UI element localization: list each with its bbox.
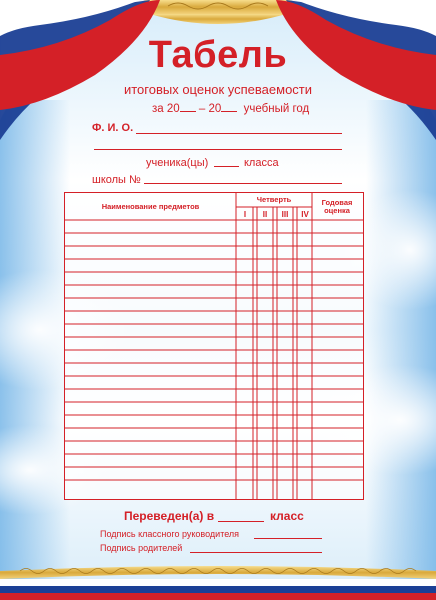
fio-field-line-2[interactable]	[94, 149, 342, 150]
transfer-class-blank[interactable]	[218, 521, 264, 522]
year-end-blank[interactable]	[221, 111, 237, 112]
grades-table	[64, 192, 364, 500]
subtitle: итоговых оценок успеваемости	[123, 82, 313, 97]
bottom-ornament-band	[0, 565, 436, 600]
class-label: класса	[244, 157, 279, 169]
quarter-column-header: Четверть	[256, 195, 292, 204]
school-label: школы №	[92, 174, 141, 186]
grades-grid	[65, 193, 363, 499]
subject-column-header: Наименование предметов	[101, 202, 200, 211]
year-prefix: за 20	[152, 103, 180, 115]
quarter-3-header: III	[281, 210, 289, 219]
fio-field-line-1[interactable]	[136, 133, 342, 134]
annual-grade-header: Годовая оценка	[321, 198, 353, 216]
quarter-2-header: II	[262, 210, 268, 219]
teacher-signature-label: Подпись классного руководителя	[100, 529, 240, 539]
parents-signature-line[interactable]	[190, 552, 322, 553]
student-label: ученика(цы)	[146, 157, 209, 169]
page-title: Табель	[148, 34, 288, 76]
school-field-line[interactable]	[144, 183, 342, 184]
teacher-signature-line[interactable]	[254, 538, 322, 539]
parents-signature-label: Подпись родителей	[100, 543, 183, 553]
school-year-line	[152, 103, 309, 115]
student-class-blank[interactable]	[214, 166, 239, 167]
transfer-class-label: класс	[270, 509, 304, 523]
year-dash: – 20	[198, 103, 222, 115]
year-start-blank[interactable]	[180, 111, 196, 112]
quarter-4-header: IV	[301, 210, 309, 219]
quarter-1-header: I	[243, 210, 247, 219]
transfer-label: Переведен(а) в	[124, 509, 215, 523]
fio-label: Ф. И. О.	[92, 122, 134, 134]
year-suffix: учебный год	[243, 103, 310, 115]
